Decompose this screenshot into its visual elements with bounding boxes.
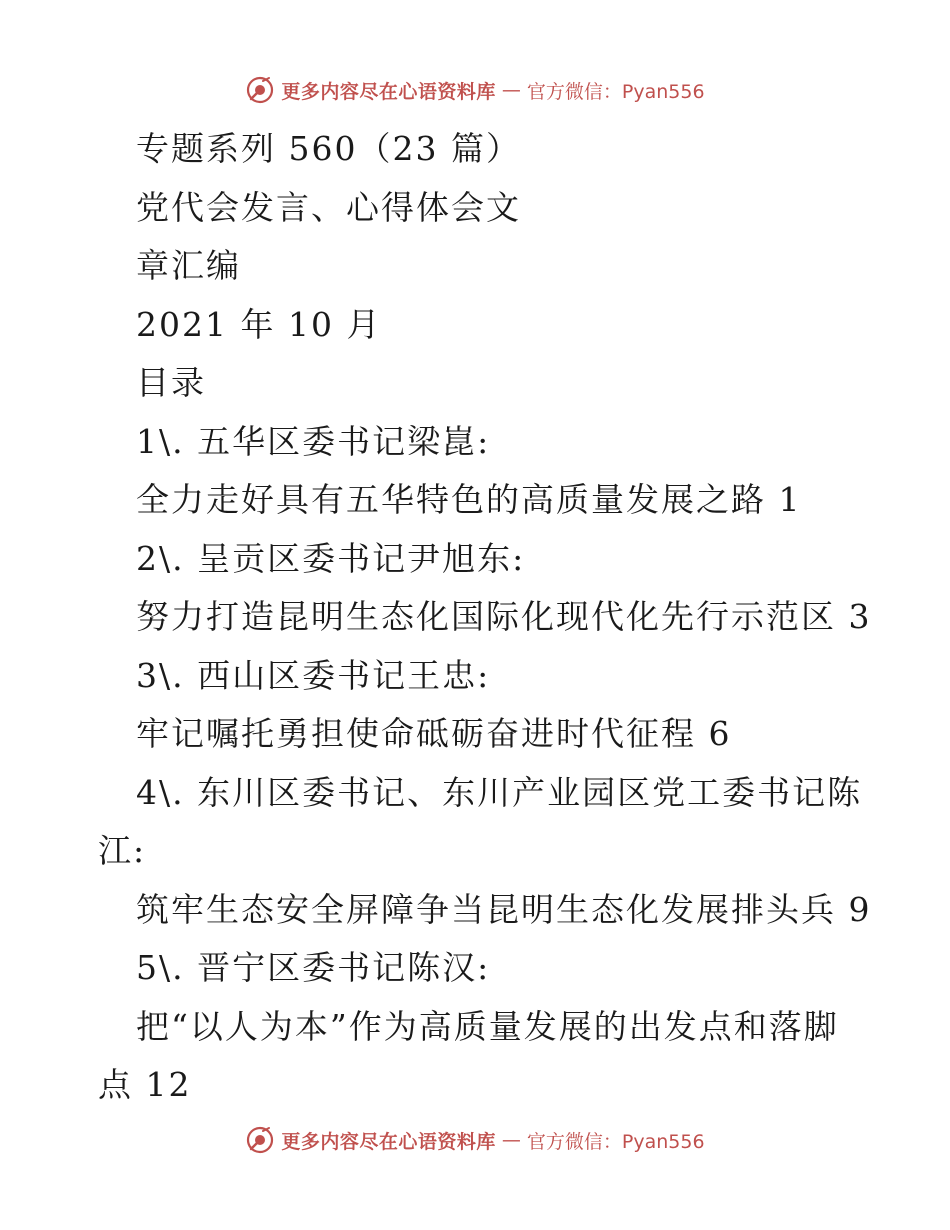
toc-item-2-title: 努力打造昆明生态化国际化现代化先行示范区 3 xyxy=(136,597,872,636)
toc-item-3-author: 3\. 西山区委书记王忠: xyxy=(136,655,491,695)
doc-line-title-2: 章汇编 xyxy=(136,246,241,285)
toc-item-3-title: 牢记嘱托勇担使命砥砺奋进时代征程 6 xyxy=(136,714,732,753)
pen-logo-icon xyxy=(245,1125,275,1155)
toc-heading: 目录 xyxy=(136,363,206,402)
watermark-contact: 官方微信：Pyan556 xyxy=(526,80,705,103)
toc-item-5-author: 5\. 晋宁区委书记陈汉: xyxy=(136,948,491,987)
toc-item-4-author: 4\. 东川区委书记、东川产业园区党工委书记陈 xyxy=(136,772,863,812)
toc-item-1-title: 全力走好具有五华特色的高质量发展之路 1 xyxy=(136,480,802,519)
watermark-separator: — xyxy=(501,79,521,101)
watermark-contact: 官方微信：Pyan556 xyxy=(526,1130,705,1153)
toc-item-1-author: 1\. 五华区委书记梁崑: xyxy=(136,421,491,461)
watermark-text: 更多内容尽在心语资料库 xyxy=(281,80,496,103)
toc-item-5-title-cont: 点 12 xyxy=(98,1065,192,1104)
header-watermark xyxy=(0,70,950,110)
toc-item-4-author-cont: 江: xyxy=(98,831,147,870)
pen-logo-icon xyxy=(245,75,275,105)
doc-line-date: 2021 年 10 月 xyxy=(136,304,382,344)
document-body xyxy=(98,120,872,1115)
toc-item-2-author: 2\. 呈贡区委书记尹旭东: xyxy=(136,538,526,578)
toc-item-5-title: 把“以人为本”作为高质量发展的出发点和落脚 xyxy=(136,1006,839,1046)
doc-line-title-1: 党代会发言、心得体会文 xyxy=(136,187,521,227)
doc-line-series: 专题系列 560（23 篇） xyxy=(136,129,521,168)
footer-watermark xyxy=(0,1120,950,1160)
watermark-separator: — xyxy=(501,1129,521,1151)
watermark-text: 更多内容尽在心语资料库 xyxy=(281,1130,496,1153)
toc-item-4-title: 筑牢生态安全屏障争当昆明生态化发展排头兵 9 xyxy=(136,889,872,929)
